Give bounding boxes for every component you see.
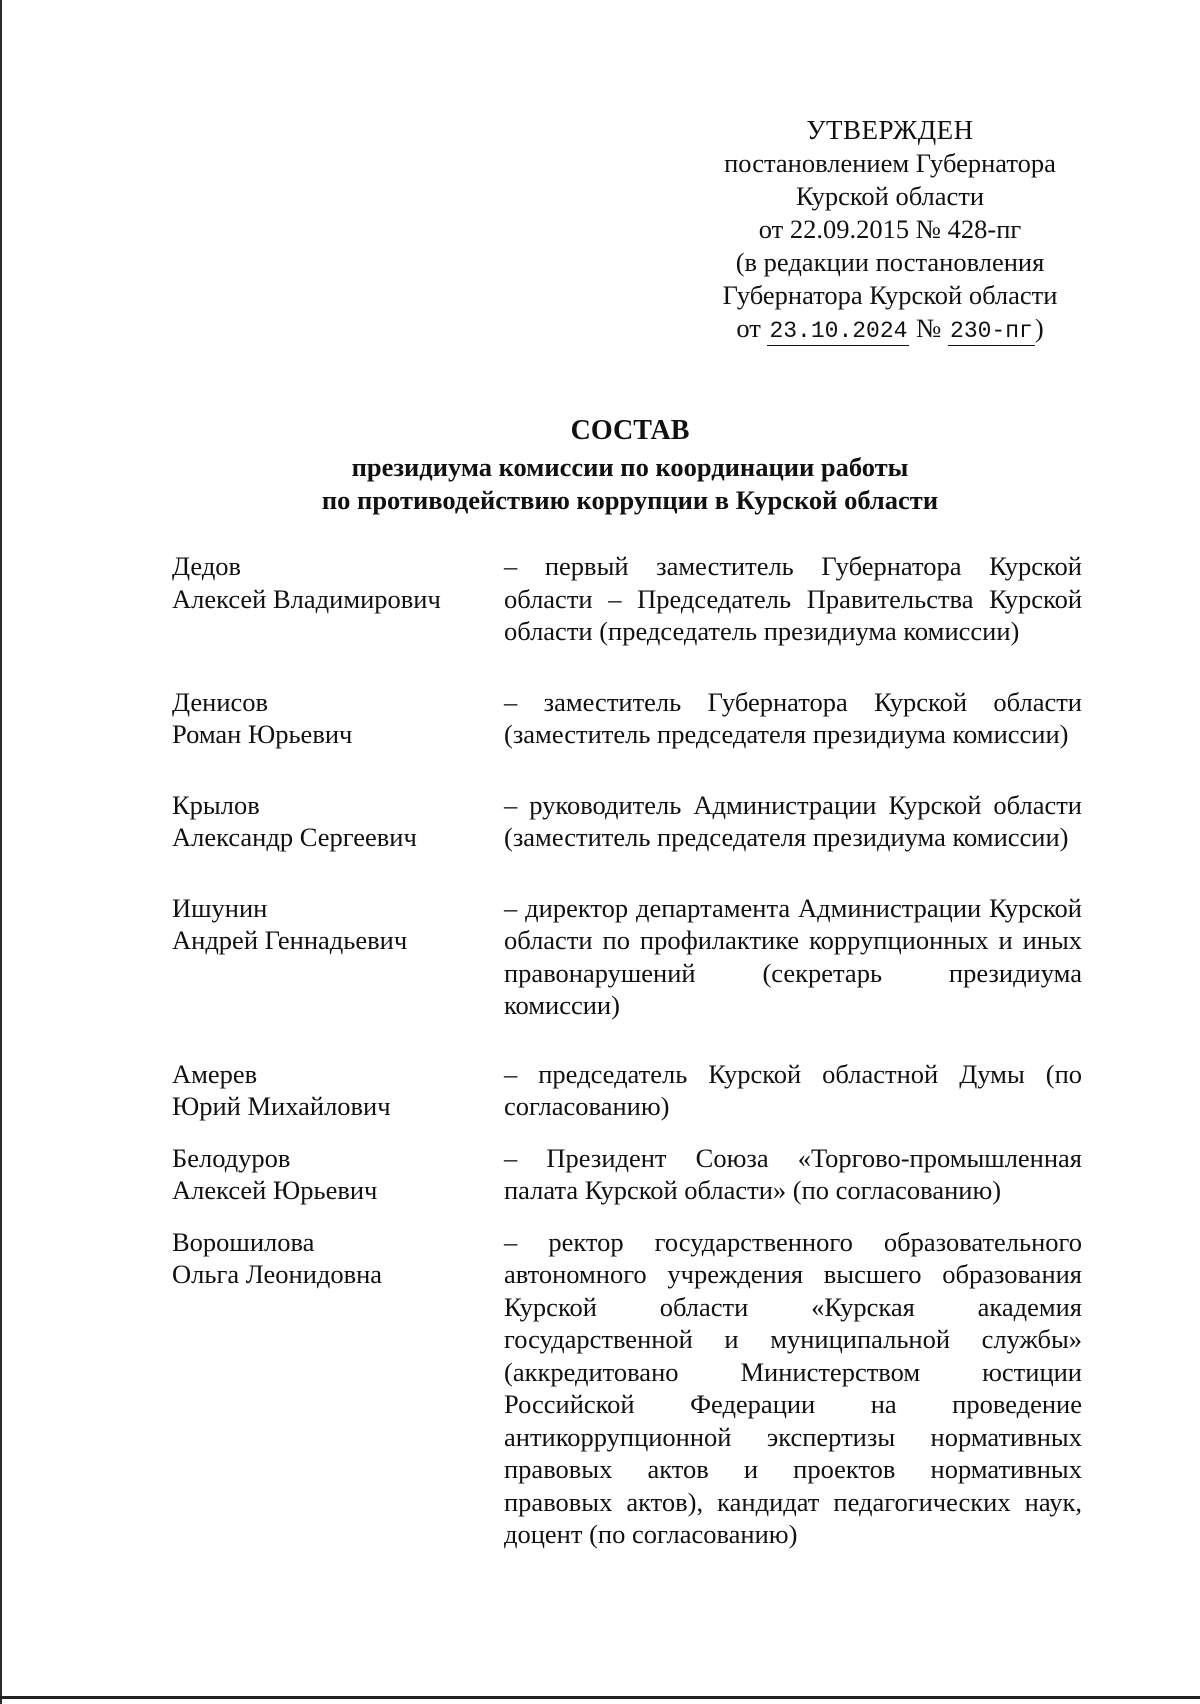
member-name	[172, 1058, 504, 1123]
member-surname: Дедов	[172, 551, 242, 581]
document-title	[200, 413, 1060, 517]
member-given-name: Алексей Юрьевич	[172, 1175, 378, 1205]
approval-number-value: 230-пг	[950, 318, 1033, 344]
member-name	[172, 1226, 504, 1551]
member-role: – ректор государственного образовательного автономного учреждения высшего образования Курской области «Курская академия государственной и муниципальной службы» (аккредитовано Министерством юстиции Российской Федерации на проведение антикоррупционной экспертизы нормативных правовых актов и проектов нормативных правовых актов), кандидат педагогических наук, доцент (по согласованию)	[504, 1226, 1082, 1549]
member-surname: Амерев	[172, 1058, 258, 1089]
approval-stamp	[680, 114, 1100, 346]
approval-line-1: постановлением Губернатора	[724, 148, 1056, 178]
approval-line-4: (в редакции постановления	[735, 247, 1045, 277]
member-given-name: Александр Сергеевич	[172, 822, 417, 852]
title-main: СОСТАВ	[570, 415, 690, 446]
member-name	[172, 1142, 504, 1207]
member-role: – председатель Курской областной Думы (по согласованию)	[504, 1058, 1082, 1121]
title-subtitle-1: президиума комиссии по координации работы	[351, 452, 909, 482]
member-role: – заместитель Губернатора Курской области (заместитель председателя президиума комиссии)	[504, 686, 1082, 749]
member-given-name: Алексей Владимирович	[172, 583, 441, 614]
member-name	[172, 550, 504, 648]
member-surname: Ишунин	[172, 892, 268, 923]
page-left-edge	[0, 0, 2, 1704]
member-role: – Президент Союза «Торгово-промышленная палата Курской области» (по согласованию)	[504, 1142, 1082, 1205]
member-row	[172, 789, 1082, 854]
member-surname: Белодуров	[172, 1142, 291, 1173]
member-role: – директор департамента Администрации Курской области по профилактике коррупционных и иных правонарушений (секретарь президиума комиссии)	[504, 892, 1082, 1020]
approval-heading: УТВЕРЖДЕН	[806, 115, 974, 145]
approval-date-value: 23.10.2024	[769, 318, 908, 344]
member-row	[172, 1058, 1082, 1123]
approval-date-line	[680, 312, 1100, 346]
member-surname: Ворошилова	[172, 1226, 315, 1257]
title-subtitle-2: по противодействию коррупции в Курской области	[321, 485, 939, 515]
member-given-name: Андрей Геннадьевич	[172, 925, 408, 955]
member-role: – первый заместитель Губернатора Курской области – Председатель Правительства Курской области (председатель президиума комиссии)	[504, 551, 1082, 646]
member-given-name: Ольга Леонидовна	[172, 1259, 383, 1289]
page-bottom-edge	[0, 1696, 1200, 1699]
member-name	[172, 789, 504, 854]
member-given-name: Роман Юрьевич	[172, 719, 353, 749]
member-row	[172, 550, 1082, 648]
approval-date-prefix: от	[736, 313, 761, 343]
member-row	[172, 1226, 1082, 1551]
member-row	[172, 1142, 1082, 1207]
member-row	[172, 686, 1082, 751]
approval-closing-paren: )	[1034, 313, 1044, 343]
approval-line-2: Курской области	[795, 181, 985, 211]
approval-line-3: от 22.09.2015 № 428-пг	[758, 214, 1022, 244]
member-surname: Денисов	[172, 686, 269, 717]
approval-line-5: Губернатора Курской области	[722, 280, 1058, 310]
member-name	[172, 892, 504, 1022]
member-surname: Крылов	[172, 789, 260, 820]
member-role: – руководитель Администрации Курской области (заместитель председателя президиума комиссии)	[504, 789, 1082, 852]
member-list	[172, 550, 1082, 1551]
approval-number-sign: №	[916, 313, 942, 343]
member-row	[172, 892, 1082, 1022]
member-given-name: Юрий Михайлович	[172, 1091, 391, 1121]
member-name	[172, 686, 504, 751]
